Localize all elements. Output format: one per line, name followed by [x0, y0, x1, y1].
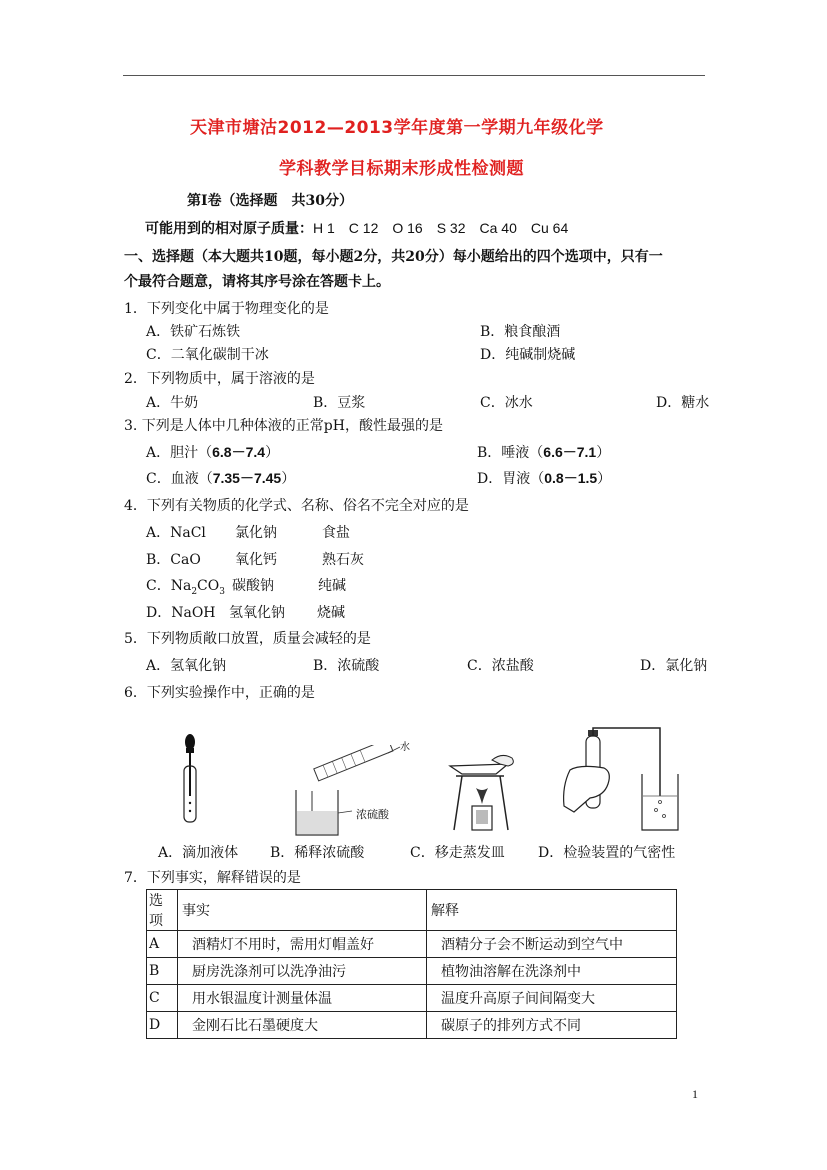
q4-row-d-common: 烧碱 [317, 605, 345, 621]
page-number: 1 [692, 1087, 698, 1101]
q7-table [146, 889, 677, 1039]
q3-option-c: C．血液（7.35－7.45） [146, 470, 296, 487]
section1-instruction-2: 个最符合题意，请将其序号涂在答题卡上。 [124, 274, 390, 290]
q4-row-c-name: 碳酸钠 [232, 578, 274, 594]
q3-option-b: B．唾液（6.6－7.1） [477, 444, 611, 461]
q1-option-b: B．粮食酿酒 [480, 324, 561, 340]
q2-stem: 2．下列物质中，属于溶液的是 [124, 371, 315, 387]
acid-label: 浓硫酸 [356, 808, 389, 821]
water-label: 水 [400, 742, 410, 753]
atomic-mass-line [145, 218, 568, 238]
table-row: B 厨房洗涤剂可以洗净油污 植物油溶解在洗涤剂中 [147, 958, 677, 985]
table-header-row [147, 890, 677, 931]
header-fact: 事实 [178, 890, 427, 931]
q6-option-c: C．移走蒸发皿 [410, 845, 505, 861]
q6-option-d: D．检验装置的气密性 [538, 845, 676, 861]
q5-option-a: A．氢氧化钠 [146, 658, 227, 674]
header-rule [123, 75, 705, 76]
q7-stem: 7．下列事实，解释错误的是 [124, 870, 301, 886]
q5-option-d: D．氯化钠 [640, 658, 708, 674]
q2-option-b: B．豆浆 [313, 395, 366, 411]
dropper-test-tube-figure [170, 728, 210, 833]
q1-option-d: D．纯碱制烧碱 [480, 347, 576, 363]
q5-option-b: B．浓硫酸 [313, 658, 380, 674]
q3-option-d: D．胃液（0.8－1.5） [477, 470, 612, 487]
q4-row-b-common: 熟石灰 [322, 552, 364, 568]
atomic-mass-label: 可能用到的相对原子质量： [145, 221, 313, 237]
q4-row-b-name: 氧化钙 [235, 552, 277, 568]
header-explanation: 解释 [427, 890, 677, 931]
q4-row-a-common: 食盐 [322, 525, 350, 541]
q2-option-c: C．冰水 [480, 395, 533, 411]
table-row: A 酒精灯不用时，需用灯帽盖好 酒精分子会不断运动到空气中 [147, 931, 677, 958]
q3-option-a: A．胆汁（6.8－7.4） [146, 444, 280, 461]
title-line-2: 学科教学目标期末形成性检测题 [279, 159, 524, 179]
q6-stem: 6．下列实验操作中，正确的是 [124, 685, 315, 701]
q4-row-c-formula: C．$Na_2CO_3$ [146, 578, 225, 597]
q4-row-d-formula: D．NaOH [146, 605, 216, 621]
q1-option-a: A．铁矿石炼铁 [146, 324, 241, 340]
q6-option-b: B．稀释浓硫酸 [270, 845, 365, 861]
evaporating-dish-figure [446, 748, 521, 833]
table-row: D 金刚石比石墨硬度大 碳原子的排列方式不同 [147, 1012, 677, 1039]
part1-heading: 第Ⅰ卷（选择题 共30分） [187, 193, 354, 209]
airtightness-check-figure [560, 726, 680, 836]
section1-instruction-1: 一、选择题（本大题共10题，每小题2分，共20分）每小题给出的四个选项中，只有一 [124, 249, 663, 265]
q4-stem: 4．下列有关物质的化学式、名称、俗名不完全对应的是 [124, 498, 469, 514]
q4-row-d-name: 氢氧化钠 [229, 605, 285, 621]
q4-row-a-formula: A．NaCl [146, 525, 206, 541]
title-line-1: 天津市塘沽2012—2013学年度第一学期九年级化学 [190, 118, 604, 138]
header-option: 选项 [147, 890, 178, 931]
q6-option-a: A．滴加液体 [158, 845, 239, 861]
q2-option-d: D．糖水 [656, 395, 710, 411]
q1-option-c: C．二氧化碳制干冰 [146, 347, 269, 363]
q3-stem: 3. 下列是人体中几种体液的正常pH，酸性最强的是 [124, 418, 443, 434]
q4-row-c-common: 纯碱 [318, 578, 346, 594]
q2-option-a: A．牛奶 [146, 395, 199, 411]
q5-option-c: C．浓盐酸 [467, 658, 534, 674]
table-row: C 用水银温度计测量体温 温度升高原子间间隔变大 [147, 985, 677, 1012]
q4-row-a-name: 氯化钠 [235, 525, 277, 541]
q1-stem: 1．下列变化中属于物理变化的是 [124, 301, 329, 317]
atomic-mass-values: H 1 C 12 O 16 S 32 Ca 40 Cu 64 [313, 220, 569, 236]
dilute-acid-figure [290, 745, 410, 840]
q5-stem: 5．下列物质敞口放置，质量会减轻的是 [124, 631, 371, 647]
q4-row-b-formula: B．CaO [146, 552, 201, 568]
